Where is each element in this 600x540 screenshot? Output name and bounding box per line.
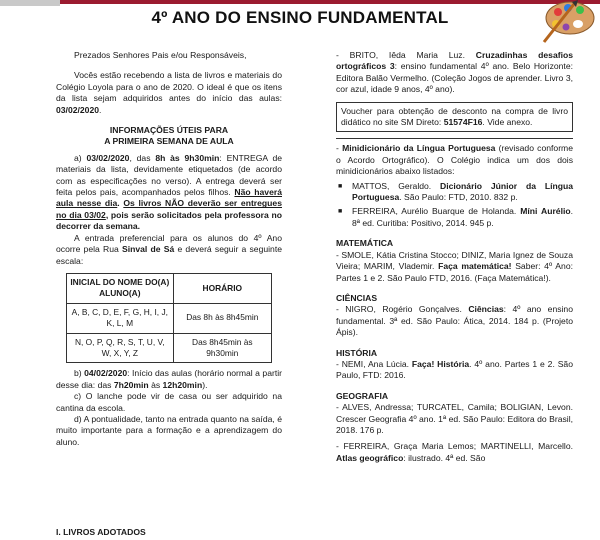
schedule-header-name: INICIAL DO NOME DO(A) ALUNO(A) <box>67 273 174 303</box>
schedule-time: Das 8h45min às 9h30min <box>173 333 271 363</box>
book-brito-title: Cruzadinhas desafios ortográficos 3 <box>336 50 574 72</box>
item-b-end: ). <box>202 379 208 390</box>
schedule-letters: A, B, C, D, E, F, G, H, I, J, K, L, M <box>67 303 174 333</box>
item-a-date: 03/02/2020 <box>86 152 130 163</box>
subject-geography-heading: GEOGRAFIA <box>336 390 389 401</box>
book-brito-author: - BRITO, Iêda Maria Luz. <box>336 50 476 60</box>
book-science-details: : 4º ano ensino fundamental. 3ª ed. São Paulo: Ática, 2014. 184 p. (Projeto Ápis). <box>336 304 573 338</box>
bullet-square-icon: ■ <box>338 182 343 190</box>
book-math-title: Faça matemática! <box>438 261 512 272</box>
list-item <box>336 206 573 229</box>
book-history-details: . 4º ano. Partes 1 e 2. São Paulo, FTD: 2016. <box>336 358 573 381</box>
dictionary-ferreira-details: . 8ª ed. Curitiba: Positivo, 2014. 945 p. <box>352 206 573 228</box>
item-c: c) O lanche pode vir de casa ou ser adquirido na cantina da escola. <box>56 391 282 413</box>
item-a-mid: , das <box>129 152 156 163</box>
book-geography-2-author: - FERREIRA, Graça Maria Lemos; MARTINELLI, Marcello. <box>336 441 573 452</box>
intro-text: Vocês estão recebendo a lista de livros e materiais do Colégio Loyola para o ano de 2020. O ideal é que os itens da lista sejam adquiridos antes do início das aulas: <box>56 70 282 104</box>
right-column <box>336 50 573 464</box>
dictionary-mattos-details: . São Paulo: FTD, 2010. 832 p. <box>399 192 518 203</box>
schedule-letters: N, O, P, Q, R, S, T, U, V, W, X, Y, Z <box>67 333 174 363</box>
book-history-author: - NEMI, Ana Lúcia. <box>336 358 412 369</box>
book-geography-2 <box>336 441 573 464</box>
book-science-title: Ciências <box>468 304 504 315</box>
book-science <box>336 304 573 338</box>
item-b-date: 04/02/2020 <box>84 368 128 379</box>
book-geography-1: - ALVES, Andressa; TURCATEL, Camila; BOLIGIAN, Levon. Crescer Geografia 4º ano. 1ª ed. São Paulo: Editora do Brasil, 2018. 176 p. <box>336 402 573 435</box>
entrance-text: A entrada preferencial para os alunos do 4º Ano ocorre pela Rua <box>56 232 282 255</box>
item-b-mid: às <box>148 379 163 390</box>
item-d: d) A pontualidade, tanto na entrada quanto na saída, é muito importante para a formação e a aprendizagem do aluno. <box>56 413 282 447</box>
schedule-table <box>66 273 272 363</box>
subject-science-heading: CIÊNCIAS <box>336 292 378 303</box>
dictionary-ferreira-author: FERREIRA, Aurélio Buarque de Holanda. <box>352 206 521 217</box>
bullet-square-icon: ■ <box>338 208 343 216</box>
minidictionary-title: Minidicionário da Língua Portuguesa <box>342 143 496 154</box>
book-science-author: - NIGRO, Rogério Gonçalves. <box>336 304 469 315</box>
item-a-no-class: Não haverá aula nesse dia <box>56 187 282 209</box>
table-row <box>67 303 272 333</box>
item-b-time-end: 12h20min <box>162 379 203 390</box>
voucher-code: 51574F16 <box>443 117 483 128</box>
table-row <box>67 333 272 363</box>
book-geography-2-details: : ilustrado. 4ª ed. São <box>403 452 486 463</box>
left-column <box>56 50 282 448</box>
voucher-box <box>336 102 573 133</box>
intro-end: . <box>99 104 102 115</box>
minidictionary-intro <box>336 143 573 177</box>
info-title-line1: INFORMAÇÕES ÚTEIS PARA <box>109 125 229 136</box>
section-heading-books: I. LIVROS ADOTADOS <box>56 527 146 537</box>
list-item <box>336 181 573 204</box>
item-a-label: a) <box>74 152 87 163</box>
schedule-time: Das 8h às 8h45min <box>173 303 271 333</box>
dictionary-mattos <box>352 181 573 204</box>
top-brand-bar <box>0 0 600 4</box>
subject-math-heading: MATEMÁTICA <box>336 238 394 249</box>
book-history-title: Faça! História <box>411 358 470 369</box>
item-b <box>56 368 282 391</box>
minidictionary-text: (revisado conforme o Acordo Ortográfico). O Colégio indica um dos dois minidicionários abaixo listados: <box>336 143 573 177</box>
entrance-street: Sinval de Sá <box>121 244 175 255</box>
minidictionary-dash: - <box>336 143 343 154</box>
page-title: 4º ANO DO ENSINO FUNDAMENTAL <box>151 8 449 27</box>
subject-history-heading: HISTÓRIA <box>336 347 378 358</box>
dictionary-mattos-title: Dicionário Júnior da Língua Portuguesa <box>352 180 573 203</box>
paint-palette-icon <box>538 0 596 44</box>
dictionary-ferreira-title: Míni Aurélio <box>520 206 571 217</box>
book-math-details: Saber: 4º Ano: Partes 1 e 2. São Paulo FTD, 2016. (Faça Matemática!). <box>336 261 573 283</box>
item-a-books-notice: Os livros NÃO deverão ser entregues no dia 03/02 <box>56 198 282 220</box>
intro-date: 03/02/2020 <box>56 104 100 115</box>
book-geography-2-title: Atlas geográfico <box>336 452 404 463</box>
dictionary-mattos-author: MATTOS, Geraldo. <box>352 180 441 191</box>
item-a-end: , pois serão solicitados pela professora no decorrer da semana. <box>56 209 282 232</box>
dictionary-ferreira <box>352 206 573 229</box>
info-title-line2: A PRIMEIRA SEMANA DE AULA <box>104 136 234 147</box>
entrance-paragraph <box>56 233 282 267</box>
item-b-label: b) <box>74 368 85 379</box>
schedule-header-row <box>67 273 272 303</box>
entrance-end: e deverá seguir a seguinte escala: <box>56 244 282 266</box>
item-b-text: : Início das aulas (horário normal a partir desse dia: das <box>56 368 283 390</box>
greeting: Prezados Senhores Pais e/ou Responsáveis, <box>74 50 247 60</box>
item-b-time-start: 7h20min <box>113 379 149 390</box>
item-a-sep: . <box>117 198 124 209</box>
divider <box>336 138 573 139</box>
voucher-text: Voucher para obtenção de desconto na compra de livro didático no site SM Direto: <box>341 105 568 128</box>
header-corner-mark <box>0 0 60 6</box>
item-a-text: : ENTREGA de materiais da lista, devidamente etiquetados (de acordo com as especificações no verso). A entrega deverá ser feita pelos pais, acompanhados pelos filhos. <box>56 152 283 198</box>
book-brito-details: : ensino fundamental 4º ano. Belo Horizonte: Editora Balão Vermelho. (Coleção Jogos de aprender. Livro 3, cor azul, idade 9 anos, 4º ano). <box>336 61 573 95</box>
book-brito <box>336 50 573 96</box>
item-a <box>56 153 282 233</box>
book-math <box>336 250 573 284</box>
schedule-header-time: HORÁRIO <box>173 273 271 303</box>
item-a-time: 8h às 9h30min <box>155 152 220 163</box>
book-math-author: - SMOLE, Kátia Cristina Stocco; DINIZ, Maria Ignez de Souza Vieira; MARIM, Vlademir. <box>336 249 573 272</box>
book-history <box>336 359 573 382</box>
voucher-end: . Vide anexo. <box>482 117 533 128</box>
intro-paragraph <box>56 70 282 116</box>
